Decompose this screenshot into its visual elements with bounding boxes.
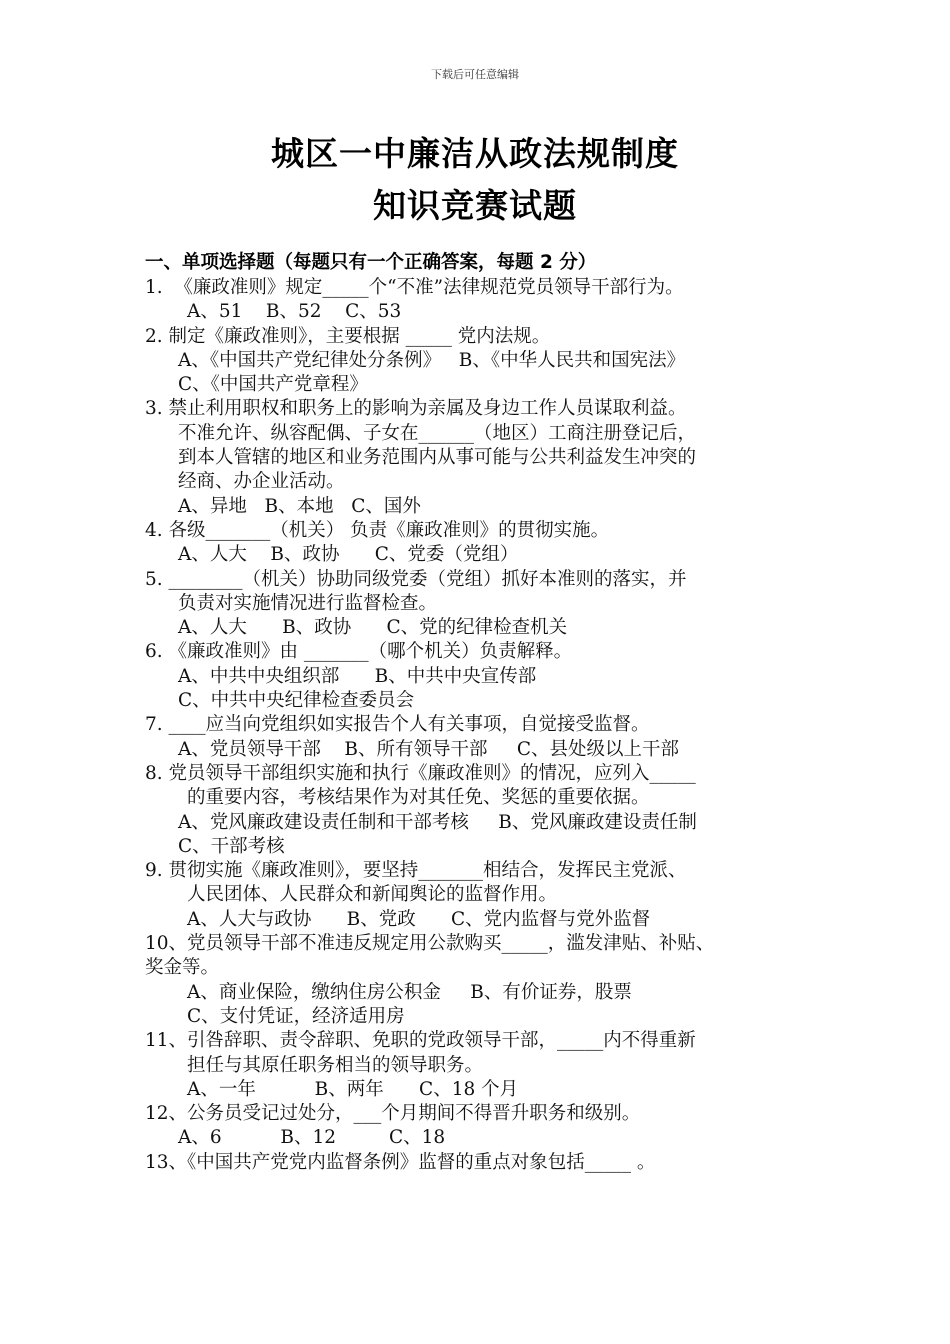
question-list: [145, 276, 835, 1175]
question-line: 11、引咎辞职、责令辞职、免职的党政领导干部，_____内不得重新: [145, 1030, 696, 1052]
document-subtitle: 知识竞赛试题: [373, 186, 577, 225]
question-line: 9. 贯彻实施《廉政准则》，要坚持_______相结合，发挥民主党派、: [145, 860, 687, 882]
question-line: 5. ________（机关）协助同级党委（党组）抓好本准则的落实，并: [145, 568, 687, 590]
section-heading: 一、单项选择题（每题只有一个正确答案，每题 2 分）: [145, 252, 597, 273]
question-line: A、党风廉政建设责任制和干部考核 B、党风廉政建设责任制: [178, 811, 697, 833]
question-line: 8. 党员领导干部组织实施和执行《廉政准则》的情况，应列入_____: [145, 762, 696, 784]
question-line: C、《中国共产党章程》: [178, 374, 368, 396]
question-line: 2. 制定《廉政准则》，主要根据 _____ 党内法规。: [145, 325, 551, 347]
question-line: C、干部考核: [178, 835, 285, 857]
question-line: A、中共中央组织部 B、中共中央宣传部: [178, 665, 537, 687]
question-line: 的重要内容，考核结果作为对其任免、奖惩的重要依据。: [187, 787, 650, 809]
question-line: 1. 《廉政准则》规定_____个“不准”法律规范党员领导干部行为。: [145, 277, 684, 298]
question-line: 7. ____应当向党组织如实报告个人有关事项，自觉接受监督。: [145, 714, 650, 736]
question-line: 6. 《廉政准则》由 _______（哪个机关）负责解释。: [145, 641, 573, 663]
question-line: A、异地 B、本地 C、国外: [178, 495, 421, 517]
question-line: 担任与其原任职务相当的领导职务。: [187, 1054, 484, 1076]
document-title: 城区一中廉洁从政法规制度: [271, 134, 679, 173]
question-line: 12、公务员受记过处分，___个月期间不得晋升职务和级别。: [145, 1103, 641, 1125]
page-header: 下载后可任意编辑: [431, 68, 519, 81]
question-line: A、6 B、12 C、18: [178, 1127, 446, 1149]
question-line: A、人大与政协 B、党政 C、党内监督与党外监督: [187, 908, 651, 930]
question-line: 不准允许、纵容配偶、子女在______（地区）工商注册登记后，: [178, 422, 697, 444]
question-line: C、支付凭证，经济适用房: [187, 1005, 405, 1027]
question-line: 4. 各级_______（机关） 负责《廉政准则》的贯彻实施。: [145, 519, 610, 541]
question-line: A、51 B、52 C、53: [187, 301, 402, 323]
question-line: A、人大 B、政协 C、党委（党组）: [178, 544, 519, 566]
question-line: A、商业保险，缴纳住房公积金 B、有价证券，股票: [187, 981, 632, 1003]
question-line: 3. 禁止利用职权和职务上的影响为亲属及身边工作人员谋取利益。: [145, 398, 687, 420]
question-line: A、人大 B、政协 C、党的纪律检查机关: [178, 617, 568, 639]
question-line: A、党员领导干部 B、所有领导干部 C、县处级以上干部: [178, 738, 680, 760]
question-line: 到本人管辖的地区和业务范围内从事可能与公共利益发生冲突的: [178, 447, 697, 469]
question-line: 13、《中国共产党党内监督条例》监督的重点对象包括_____ 。: [145, 1151, 656, 1173]
question-line: 10、党员领导干部不准违反规定用公款购买_____，滥发津贴、补贴、: [145, 933, 715, 955]
question-line: 人民团体、人民群众和新闻舆论的监督作用。: [187, 884, 558, 906]
question-line: A、《中国共产党纪律处分条例》 B、《中华人民共和国宪法》: [178, 349, 686, 371]
question-line: 负责对实施情况进行监督检查。: [178, 592, 438, 614]
question-line: C、中共中央纪律检查委员会: [178, 690, 415, 712]
question-line: 经商、办企业活动。: [178, 471, 345, 493]
question-line: 奖金等。: [145, 957, 220, 979]
question-line: A、一年 B、两年 C、18 个月: [187, 1078, 519, 1100]
